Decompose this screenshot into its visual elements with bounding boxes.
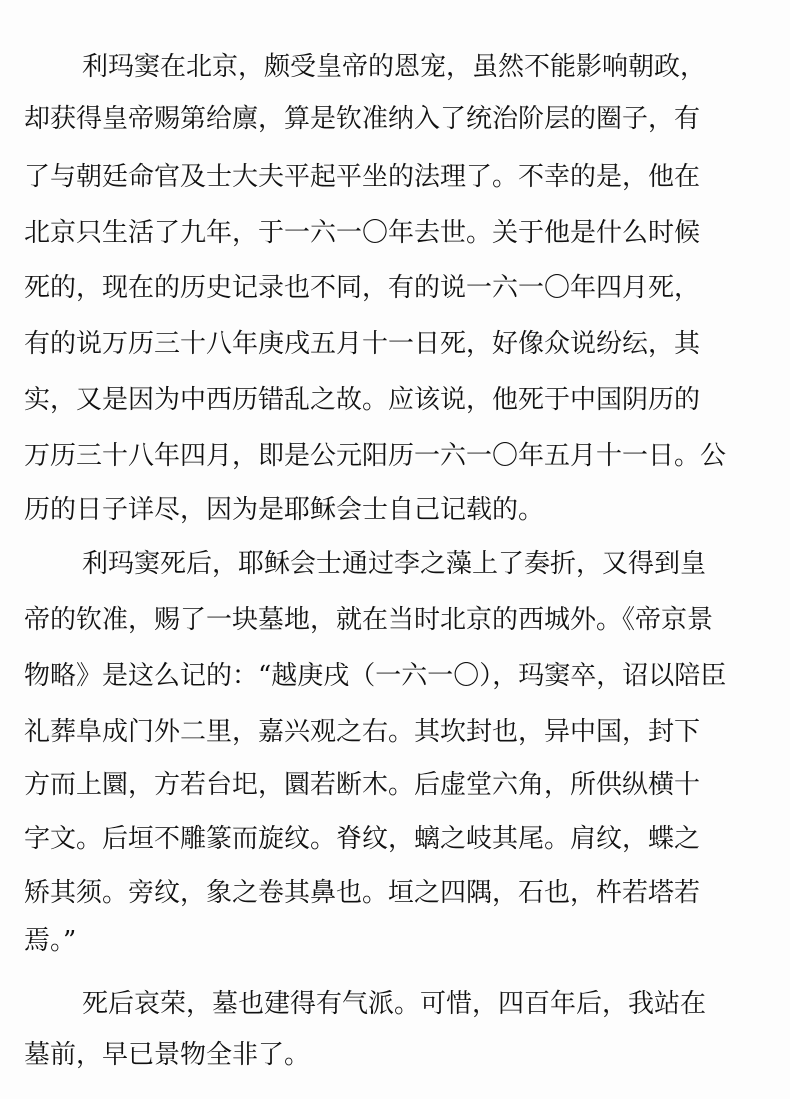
paragraph-3-line-2: 墓前，早已景物全非了。 <box>24 1040 311 1070</box>
paragraph-2-line-7: 矫其须。旁纹，象之卷其鼻也。垣之四隅，石也，杵若塔若 <box>24 878 701 908</box>
paragraph-1-line-4: 北京只生活了九年，于一六一〇年去世。关于他是什么时候 <box>24 218 701 248</box>
paragraph-2-line-5: 方而上圜，方若台圯，圜若断木。后虚堂六角，所供纵横十 <box>24 770 701 800</box>
paragraph-1-line-8: 万历三十八年四月，即是公元阳历一六一〇年五月十一日。公 <box>24 441 727 471</box>
paragraph-2-line-3: 物略》是这么记的：“越庚戌（一六一〇），玛窦卒，诏以陪臣 <box>24 661 727 691</box>
paragraph-1-line-9: 历的日子详尽，因为是耶稣会士自己记载的。 <box>24 495 545 525</box>
paragraph-2-line-2: 帝的钦准，赐了一块墓地，就在当时北京的西城外。《帝京景 <box>24 605 714 635</box>
paragraph-2-line-1: 利玛窦死后，耶稣会士通过李之藻上了奏折，又得到皇 <box>82 549 707 579</box>
paragraph-2-line-4: 礼葬阜成门外二里，嘉兴观之右。其坎封也，异中国，封下 <box>24 717 701 747</box>
paragraph-1-line-5: 死的，现在的历史记录也不同，有的说一六一〇年四月死， <box>24 273 701 303</box>
paragraph-1-line-7: 实，又是因为中西历错乱之故。应该说，他死于中国阴历的 <box>24 385 701 415</box>
paragraph-1-line-2: 却获得皇帝赐第给廪，算是钦准纳入了统治阶层的圈子，有 <box>24 104 701 134</box>
paragraph-3-line-1: 死后哀荣，墓也建得有气派。可惜，四百年后，我站在 <box>82 989 707 1019</box>
page-body-text <box>24 0 770 1099</box>
paragraph-2-line-8: 焉。” <box>24 926 77 956</box>
paragraph-1-line-6: 有的说万历三十八年庚戌五月十一日死，好像众说纷纭，其 <box>24 329 701 359</box>
paragraph-1-line-3: 了与朝廷命官及士大夫平起平坐的法理了。不幸的是，他在 <box>24 162 701 192</box>
paragraph-2-line-6: 字文。后垣不雕篆而旋纹。脊纹，螭之岐其尾。肩纹，蝶之 <box>24 824 701 854</box>
paragraph-1-line-1: 利玛窦在北京，颇受皇帝的恩宠，虽然不能影响朝政， <box>82 52 707 82</box>
